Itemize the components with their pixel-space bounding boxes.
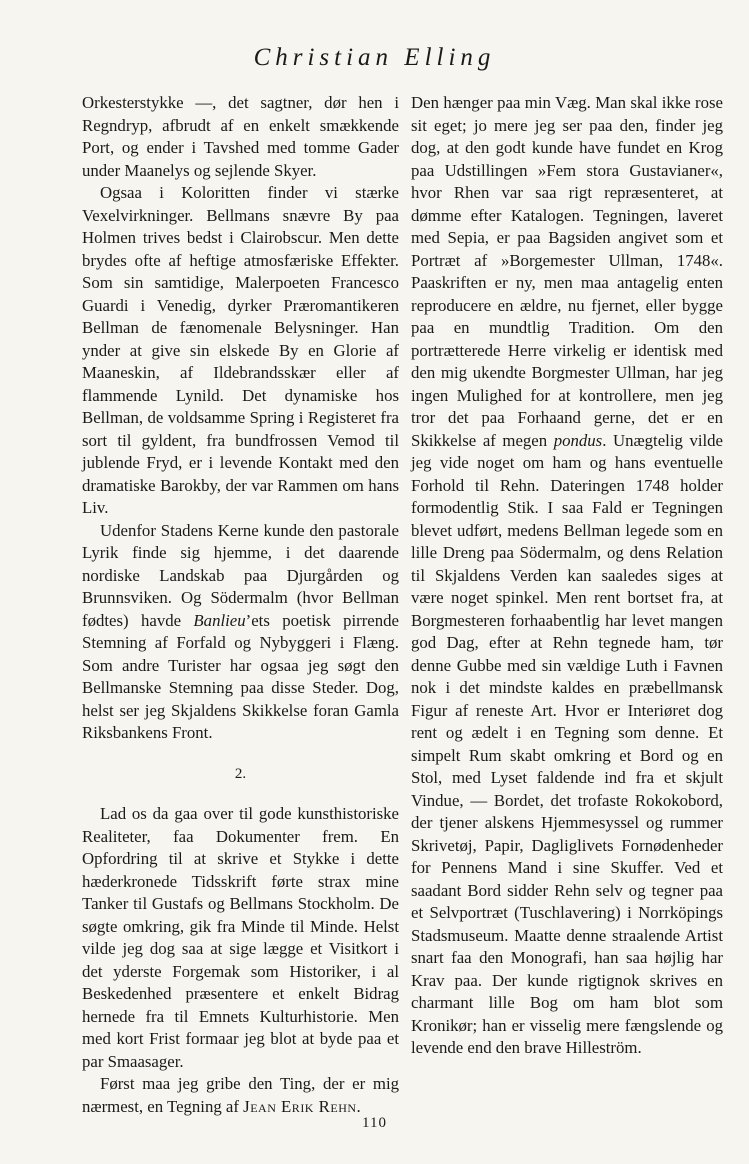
paragraph-text: Først maa jeg gribe den Ting, der er mig nærmest, en Tegning af [82, 1074, 399, 1116]
running-header: Christian Elling [253, 44, 496, 71]
paragraph-text: . [356, 1096, 361, 1116]
italic-term: pondus [553, 430, 603, 450]
paragraph-text: ’ets poetisk pirrende Stemning af Forfald og Nybyggeri i Flæng. Som andre Turister har ogsaa jeg søgt den Bellmanske Stemning paa disse Steder. Dog, helst ser jeg Skjaldens Skikkelse foran Gamla Riksbankens Front. [82, 610, 399, 742]
author-name: Jean Erik Rehn [243, 1096, 357, 1116]
paragraph [82, 1073, 399, 1118]
italic-term: Banlieu [193, 610, 246, 630]
paragraph: Ogsaa i Koloritten finder vi stærke Vexelvirkninger. Bellmans snævre By paa Holmen trives bedst i Clairobscur. Men dette brydes ofte af heftige atmosfæriske Effekter. Som sin samtidige, Malerpoeten Francesco Guardi i Venedig, dyrker Præromantikeren Bellman de fænomenale Belysninger. Han ynder at give sin elskede By en Glorie af Maaneskin, af Ildebrandsskær eller af flammende Lynild. Det dynamiske hos Bellman, de voldsamme Spring i Registeret fra sort til gyldent, fra bundfrossen Vemod til jublende Fryd, er i levende Kontakt med den dramatiske Barokby, der var Rammen om hans Liv. [82, 183, 399, 517]
section-number: 2. [234, 765, 247, 782]
left-column [82, 92, 399, 1118]
paragraph: Orkesterstykke —, det sagtner, dør hen i Regndryp, afbrudt af en enkelt smækkende Port, og ender i Tavshed med tomme Gader under Maanelys og sejlende Skyer. [82, 93, 399, 180]
paragraph-text: Udenfor Stadens Kerne kunde den pastorale Lyrik finde sig hjemme, i det daarende nordiske Landskab paa Djurgården og Brunnsviken. Og Södermalm (hvor Bellman fødtes) havde [82, 520, 399, 630]
paragraph: Lad os da gaa over til gode kunsthistoriske Realiteter, faa Dokumenter frem. En Opfordring til at skrive et Stykke i dette hæderkronede Tidsskrift førte strax mine Tanker til Gustafs og Bellmans Stockholm. De søgte omkring, gik fra Minde til Minde. Helst vilde jeg dog saa at sige lægge et Visitkort i det yderste Forgemak som Historiker, i al Beskedenhed præsentere et enkelt Bidrag hernede fra til Emnets Kulturhistorie. Men med kort Frist formaar jeg blot at byde paa et par Smaasager. [82, 804, 399, 1071]
paragraph [411, 92, 723, 1060]
paragraph-text: . Unægtelig vilde jeg vide noget om ham og hans eventuelle Forhold til Rehn. Dateringen 1748 holder formodentlig Stik. I saa Fald er Tegningen blevet udført, medens Bellman legede som en lille Dreng paa Södermalm, og dens Relation til Skjaldens Verden kan saaledes siges at være noget spinkel. Men rent bortset fra, at Borgmesteren forhaabentlig har levet mangen god Dag, efter at Rehn tegnede ham, tør denne Gubbe med sin vældige Luth i Favnen nok i det mindste kaldes en præbellmansk Figur af reneste Art. Hvor er Interiøret dog rent og ædelt i en Tegning som denne. Et simpelt Rum skabt omkring et Bord og en Stol, med Lyset faldende ind fra et skjult Vindue, — Bordet, det trofaste Rokokobord, der tjener alskens Hjemmesyssel og rummer Skrivetøj, Papir, Dagliglivets Fornødenheder for Pennens Mand i sine Skuffer. Ved et saadant Bord sidder Rehn selv og tegner paa et Selvportræt (Tuschlavering) i Norrköpings Stadsmuseum. Maatte denne straalende Artist snart faa den Monografi, han saa højlig har Krav paa. Der kunde rigtignok skrives en charmant lille Bog om ham blot som Kronikør; han er visselig mere fængslende og levende end den brave Hilleström. [411, 430, 723, 1057]
page-number: 110 [362, 1115, 387, 1131]
right-column [411, 92, 723, 1060]
paragraph-text: Den hænger paa min Væg. Man skal ikke rose sit eget; jo mere jeg ser paa den, finder jeg dog, at den godt kunde have fundet en Krog paa Udstillingen »Fem stora Gustavianer«, hvor Rhen var saa rigt repræsenteret, at dømme efter Katalogen. Tegningen, laveret med Sepia, er paa Bagsiden angivet som et Portræt af »Borgemester Ullman, 1748«. Paaskriften er ny, men maa antagelig enten reproducere en ældre, nu fjernet, eller bygge paa en mundtlig Tradition. Om den portrætterede Herre virkelig er identisk med den mig ukendte Borgmester Ullman, har jeg ingen Mulighed for at kontrollere, men jeg tror det paa Forhaand gerne, det er en Skikkelse af megen [411, 93, 723, 450]
paragraph [82, 520, 399, 745]
